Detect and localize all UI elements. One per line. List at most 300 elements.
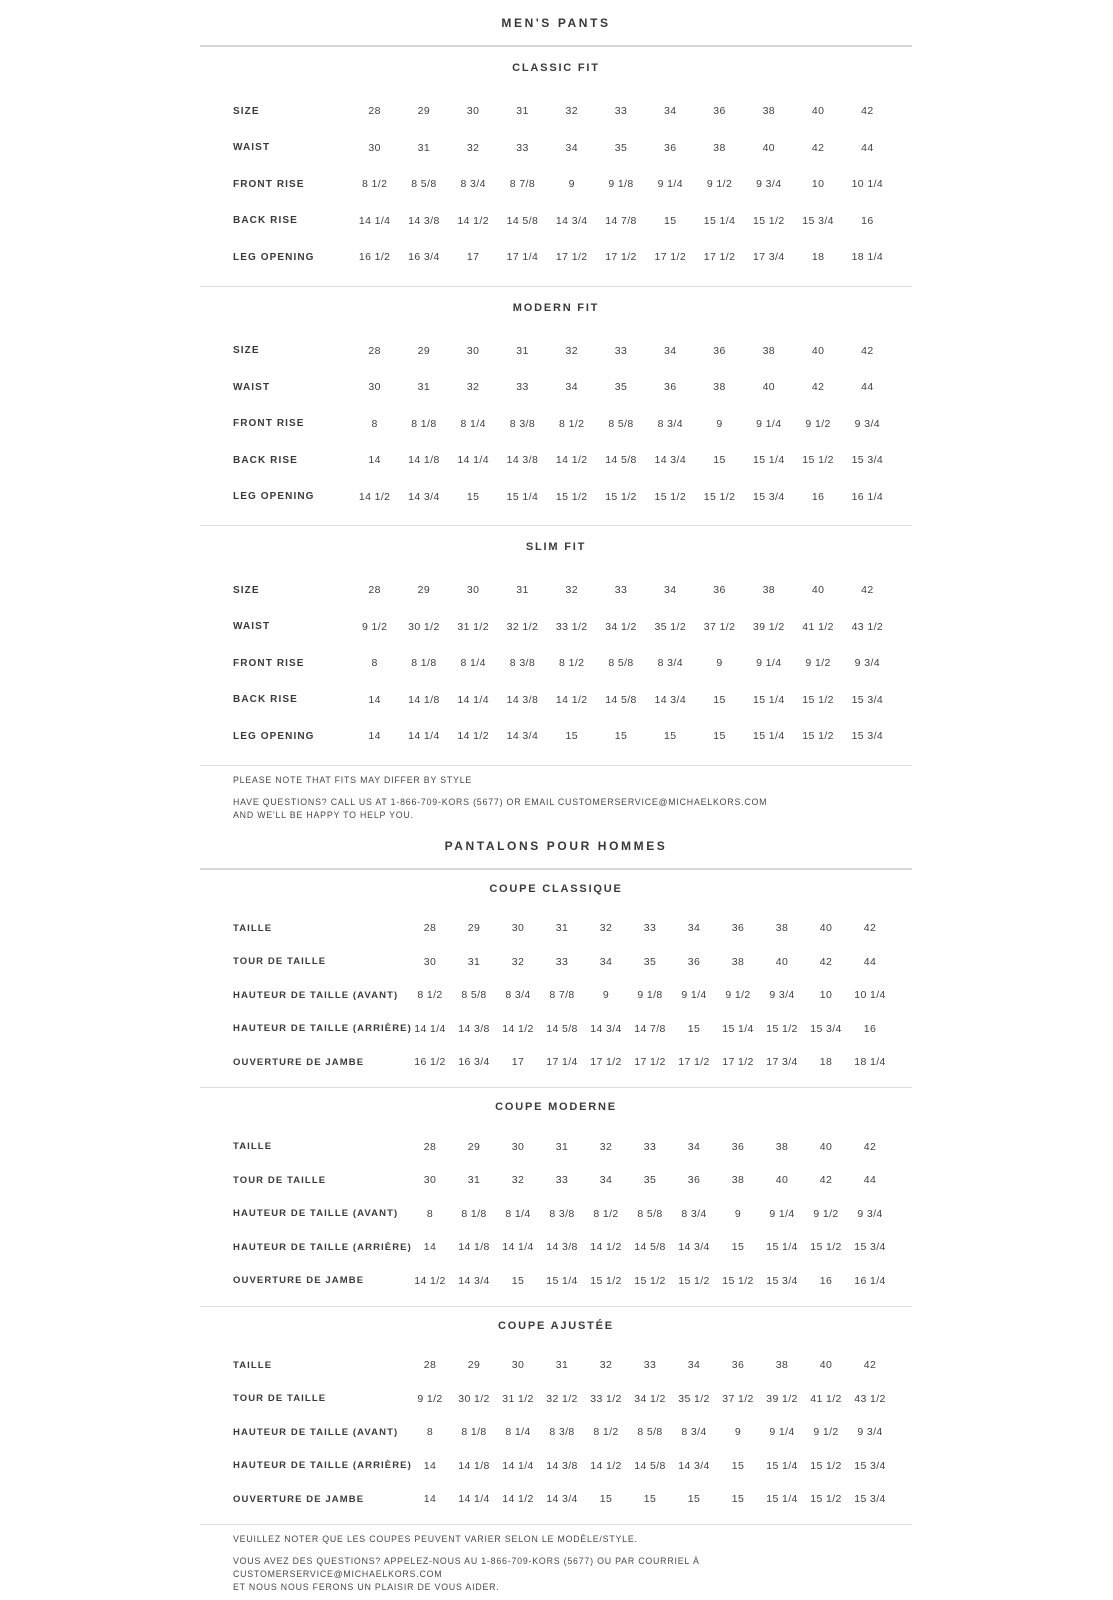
value-cell: 8 1/2: [417, 989, 443, 1002]
value-cell: 42: [863, 1140, 877, 1153]
value-cell: 30: [511, 1359, 525, 1372]
value-cell: 15: [664, 730, 677, 743]
row-label: OUVERTURE DE JAMBE: [233, 1056, 365, 1068]
value-cell: 14: [368, 730, 381, 743]
table-row: [200, 979, 912, 1013]
contact-note: [233, 796, 912, 822]
value-cell: 40: [811, 584, 825, 597]
value-cell: 14 1/4: [414, 1022, 446, 1035]
value-cell: 9 1/2: [805, 657, 831, 670]
value-cell: 14 3/4: [506, 730, 539, 743]
value-cell: 29: [467, 1140, 481, 1153]
value-cell: 32 1/2: [546, 1392, 578, 1405]
value-cell: 15: [664, 214, 677, 227]
table-row: [200, 1012, 912, 1046]
value-cell: 31: [516, 344, 529, 357]
value-cell: 34: [687, 922, 701, 935]
value-cell: 35: [643, 955, 657, 968]
value-cell: 14 3/4: [546, 1493, 578, 1506]
value-cell: 8 1/8: [411, 657, 437, 670]
value-cell: 14: [423, 1459, 437, 1472]
value-cell: 15: [614, 730, 628, 743]
value-cell: 14 1/8: [408, 693, 440, 706]
row-label: WAIST: [233, 381, 271, 393]
value-cell: 17 1/4: [506, 251, 539, 264]
value-cell: 8 3/8: [509, 417, 536, 430]
value-cell: 32 1/2: [506, 620, 539, 633]
value-cell: 9: [716, 657, 723, 670]
row-label: WAIST: [233, 621, 271, 633]
value-cell: 15: [466, 490, 480, 503]
value-cell: 15 1/2: [590, 1274, 622, 1287]
value-cell: 35 1/2: [678, 1392, 710, 1405]
value-cell: 16 1/2: [414, 1056, 446, 1069]
row-label: HAUTEUR DE TAILLE (AVANT): [233, 1426, 399, 1438]
value-cell: 8 1/2: [593, 1207, 619, 1220]
value-cell: 38: [713, 381, 726, 394]
value-cell: 9 1/8: [637, 989, 663, 1002]
value-cell: 16 1/2: [358, 251, 391, 264]
value-cell: 40: [819, 1140, 833, 1153]
value-cell: 15 1/4: [703, 214, 736, 227]
page-title: MEN'S PANTS: [501, 16, 611, 30]
value-cell: 30: [423, 955, 437, 968]
value-cell: 14 1/2: [555, 693, 588, 706]
value-cell: 9: [602, 989, 610, 1002]
value-cell: 15 1/4: [753, 454, 785, 467]
value-cell: 10: [819, 989, 833, 1002]
row-label: WAIST: [233, 142, 271, 154]
value-cell: 15 1/4: [766, 1459, 798, 1472]
value-cell: 15 3/4: [854, 1459, 886, 1472]
value-cell: 14 3/4: [458, 1274, 490, 1287]
value-cell: 9 1/4: [769, 1426, 795, 1439]
value-cell: 15 3/4: [810, 1022, 842, 1035]
value-cell: 34: [599, 1174, 613, 1187]
value-cell: 42: [861, 105, 874, 118]
value-cell: 16: [811, 490, 825, 503]
row-label: LEG OPENING: [233, 251, 315, 263]
value-cell: 16 1/4: [854, 1274, 886, 1287]
value-cell: 29: [417, 584, 431, 597]
value-cell: 14 5/8: [605, 454, 637, 467]
value-cell: 35: [643, 1174, 657, 1187]
row-label: BACK RISE: [233, 694, 298, 706]
value-cell: 14 3/8: [546, 1241, 578, 1254]
size-table-coupe-ajustee: [200, 1307, 912, 1525]
value-cell: 15 1/4: [753, 693, 785, 706]
value-cell: 14 1/2: [502, 1493, 534, 1506]
value-cell: 44: [861, 141, 874, 154]
value-cell: 14 3/8: [408, 214, 440, 227]
value-cell: 30: [423, 1174, 437, 1187]
value-cell: 10 1/4: [854, 989, 886, 1002]
section-heading: MODERN FIT: [512, 301, 600, 314]
value-cell: 15 1/2: [753, 214, 785, 227]
value-cell: 17: [511, 1056, 525, 1069]
value-cell: 8 3/8: [509, 657, 536, 670]
row-label: LEG OPENING: [233, 730, 315, 742]
value-cell: 32: [511, 1174, 525, 1187]
value-cell: 15: [731, 1459, 745, 1472]
value-cell: 14: [423, 1493, 437, 1506]
value-cell: 14 1/2: [502, 1022, 534, 1035]
value-cell: 42: [819, 1174, 833, 1187]
value-cell: 44: [863, 1174, 877, 1187]
value-cell: 10: [811, 178, 825, 191]
row-label: TOUR DE TAILLE: [233, 1393, 327, 1405]
value-cell: 14 1/4: [502, 1459, 534, 1472]
value-cell: 44: [863, 955, 877, 968]
value-cell: 14 1/2: [358, 490, 391, 503]
value-cell: 42: [811, 141, 825, 154]
table-row: [200, 1264, 912, 1298]
value-cell: 9 1/4: [681, 989, 707, 1002]
value-cell: 15: [687, 1493, 701, 1506]
value-cell: 8 5/8: [608, 657, 634, 670]
row-label: HAUTEUR DE TAILLE (ARRIÈRE): [233, 1241, 412, 1253]
value-cell: 42: [863, 922, 877, 935]
section-heading: COUPE AJUSTÉE: [498, 1319, 614, 1332]
value-cell: 8 3/4: [681, 1207, 707, 1220]
value-cell: 15: [687, 1022, 701, 1035]
value-cell: 35 1/2: [654, 620, 687, 633]
size-table-coupe-moderne: [200, 1088, 912, 1306]
table-row: [200, 406, 912, 443]
value-cell: 8 3/8: [549, 1207, 575, 1220]
value-cell: 42: [861, 584, 874, 597]
value-cell: 38: [762, 105, 776, 118]
value-cell: 17 1/2: [703, 251, 736, 264]
value-cell: 9 1/2: [417, 1392, 443, 1405]
value-cell: 31 1/2: [502, 1392, 534, 1405]
value-cell: 14 3/4: [654, 693, 687, 706]
value-cell: 31: [417, 381, 431, 394]
row-label: SIZE: [233, 105, 260, 117]
value-cell: 17 1/2: [722, 1056, 754, 1069]
table-row: [200, 130, 912, 167]
value-cell: 34: [687, 1140, 701, 1153]
value-cell: 34 1/2: [634, 1392, 666, 1405]
value-cell: 39 1/2: [766, 1392, 798, 1405]
value-cell: 36: [687, 1174, 701, 1187]
value-cell: 9: [568, 178, 575, 191]
value-cell: 8: [371, 417, 378, 430]
table-row: [200, 1164, 912, 1198]
table-row: [200, 1483, 912, 1517]
value-cell: 14 1/4: [408, 730, 440, 743]
contact-note-line1: HAVE QUESTIONS? CALL US AT 1-866-709-KORS (5677) OR EMAIL CUSTOMERSERVICE@MICHAELKORS.COM: [233, 796, 768, 807]
row-label: HAUTEUR DE TAILLE (AVANT): [233, 989, 399, 1001]
table-row: [200, 479, 912, 516]
value-cell: 36: [664, 141, 677, 154]
table-row: [200, 645, 912, 682]
value-cell: 8 1/4: [460, 417, 486, 430]
value-cell: 33: [643, 922, 657, 935]
value-cell: 9 1/2: [813, 1426, 839, 1439]
value-cell: 9 1/4: [756, 417, 782, 430]
value-cell: 15 1/2: [802, 454, 834, 467]
value-cell: 15 1/4: [766, 1493, 798, 1506]
value-cell: 43 1/2: [851, 620, 884, 633]
value-cell: 14 1/4: [457, 454, 489, 467]
contact-note-fr-line1: VOUS AVEZ DES QUESTIONS? APPELEZ-NOUS AU 1-866-709-KORS (5677) OU PAR COURRIEL À CUSTOMERSERVICE@MICHAELKORS.COM: [233, 1556, 700, 1579]
value-cell: 31: [516, 584, 529, 597]
value-cell: 14 1/8: [458, 1459, 490, 1472]
value-cell: 41 1/2: [810, 1392, 842, 1405]
value-cell: 40: [762, 141, 776, 154]
value-cell: 42: [861, 344, 874, 357]
value-cell: 14: [368, 454, 381, 467]
value-cell: 30: [368, 141, 381, 154]
row-label: TOUR DE TAILLE: [233, 956, 327, 968]
value-cell: 32: [599, 1359, 613, 1372]
value-cell: 37 1/2: [722, 1392, 754, 1405]
value-cell: 15 1/2: [605, 490, 637, 503]
value-cell: 15 1/2: [654, 490, 687, 503]
value-cell: 15 1/4: [722, 1022, 754, 1035]
value-cell: 34: [664, 584, 677, 597]
value-cell: 14 1/2: [590, 1241, 622, 1254]
value-cell: 38: [713, 141, 726, 154]
value-cell: 28: [423, 1140, 437, 1153]
table-row: [200, 1416, 912, 1450]
value-cell: 29: [467, 922, 481, 935]
value-cell: 33: [614, 344, 628, 357]
value-cell: 8 3/4: [460, 178, 486, 191]
value-cell: 9 3/4: [854, 657, 881, 670]
value-cell: 16: [863, 1022, 877, 1035]
size-table-classic-fit: [200, 47, 912, 286]
value-cell: 30: [511, 922, 525, 935]
value-cell: 32: [565, 105, 578, 118]
value-cell: 15: [731, 1493, 745, 1506]
section-heading: COUPE CLASSIQUE: [489, 882, 623, 895]
value-cell: 32: [565, 584, 578, 597]
value-cell: 42: [819, 955, 833, 968]
value-cell: 36: [713, 344, 726, 357]
value-cell: 32: [511, 955, 525, 968]
value-cell: 8: [426, 1426, 434, 1439]
value-cell: 33: [516, 141, 529, 154]
value-cell: 30: [368, 381, 381, 394]
table-row: [200, 1382, 912, 1416]
row-label: TAILLE: [233, 1359, 273, 1371]
value-cell: 31: [555, 1359, 569, 1372]
value-cell: 14 3/8: [546, 1459, 578, 1472]
value-cell: 8 5/8: [461, 989, 487, 1002]
section-heading: COUPE MODERNE: [495, 1101, 617, 1113]
value-cell: 17 1/2: [590, 1056, 622, 1069]
section-heading: CLASSIC FIT: [512, 62, 600, 74]
value-cell: 8 3/4: [681, 1426, 707, 1439]
value-cell: 16 3/4: [408, 251, 440, 264]
value-cell: 31: [555, 1140, 569, 1153]
value-cell: 14 5/8: [605, 693, 637, 706]
row-label: HAUTEUR DE TAILLE (ARRIÈRE): [233, 1460, 412, 1472]
value-cell: 14 3/4: [555, 214, 588, 227]
value-cell: 15: [713, 730, 726, 743]
value-cell: 30: [466, 105, 480, 118]
value-cell: 33: [516, 381, 529, 394]
value-cell: 17 1/2: [654, 251, 687, 264]
value-cell: 9: [734, 1207, 742, 1220]
value-cell: 15 1/2: [802, 730, 834, 743]
value-cell: 9 1/4: [769, 1207, 795, 1220]
row-label: HAUTEUR DE TAILLE (ARRIÈRE): [233, 1023, 412, 1035]
value-cell: 14 1/2: [457, 214, 489, 227]
size-table-slim-fit: [200, 526, 912, 765]
value-cell: 8 5/8: [608, 417, 634, 430]
value-cell: 15: [565, 730, 578, 743]
value-cell: 15 3/4: [854, 1241, 886, 1254]
value-cell: 17 1/4: [546, 1056, 578, 1069]
value-cell: 32: [466, 141, 480, 154]
value-cell: 15: [599, 1493, 613, 1506]
value-cell: 14 5/8: [546, 1022, 578, 1035]
value-cell: 8: [371, 657, 378, 670]
value-cell: 33: [643, 1140, 657, 1153]
value-cell: 8 3/4: [657, 657, 683, 670]
value-cell: 32: [466, 381, 480, 394]
value-cell: 15 1/2: [810, 1493, 842, 1506]
value-cell: 9 1/8: [608, 178, 634, 191]
value-cell: 14 1/4: [502, 1241, 534, 1254]
value-cell: 28: [368, 584, 381, 597]
value-cell: 9 3/4: [756, 178, 782, 191]
value-cell: 15 3/4: [766, 1274, 798, 1287]
value-cell: 8 1/4: [505, 1207, 531, 1220]
value-cell: 31: [467, 955, 481, 968]
value-cell: 31 1/2: [457, 620, 489, 633]
value-cell: 28: [368, 344, 381, 357]
table-row: [200, 442, 912, 479]
value-cell: 17 1/2: [678, 1056, 710, 1069]
table-row: [200, 682, 912, 719]
value-cell: 14 3/8: [458, 1022, 490, 1035]
value-cell: 15 3/4: [851, 454, 884, 467]
value-cell: 17 3/4: [753, 251, 785, 264]
value-cell: 28: [423, 922, 437, 935]
value-cell: 32: [599, 922, 613, 935]
fit-disclaimer-note: PLEASE NOTE THAT FITS MAY DIFFER BY STYLE: [233, 774, 473, 785]
value-cell: 16 3/4: [458, 1056, 490, 1069]
value-cell: 40: [762, 381, 776, 394]
table-row: [200, 718, 912, 755]
value-cell: 14 1/2: [457, 730, 489, 743]
section-heading: SLIM FIT: [525, 541, 587, 553]
row-label: TAILLE: [233, 1141, 273, 1153]
value-cell: 30: [466, 584, 480, 597]
french-notes: [200, 1525, 912, 1594]
value-cell: 14 3/4: [678, 1241, 710, 1254]
value-cell: 14 1/2: [555, 454, 588, 467]
value-cell: 14 3/4: [678, 1459, 710, 1472]
value-cell: 16: [861, 214, 874, 227]
value-cell: 40: [819, 922, 833, 935]
value-cell: 39 1/2: [753, 620, 785, 633]
value-cell: 42: [811, 381, 825, 394]
value-cell: 16 1/4: [851, 490, 884, 503]
value-cell: 34: [565, 141, 578, 154]
value-cell: 15 1/2: [722, 1274, 754, 1287]
row-label: SIZE: [233, 345, 260, 357]
value-cell: 40: [819, 1359, 833, 1372]
value-cell: 33: [614, 584, 628, 597]
value-cell: 14 5/8: [634, 1459, 666, 1472]
value-cell: 38: [762, 584, 776, 597]
value-cell: 14 1/2: [414, 1274, 446, 1287]
value-cell: 43 1/2: [854, 1392, 886, 1405]
table-row: [200, 1349, 912, 1383]
value-cell: 36: [687, 955, 701, 968]
value-cell: 15 3/4: [753, 490, 785, 503]
value-cell: 8 7/8: [549, 989, 575, 1002]
value-cell: 40: [811, 344, 825, 357]
value-cell: 9 1/2: [813, 1207, 839, 1220]
value-cell: 14 5/8: [506, 214, 539, 227]
value-cell: 38: [762, 344, 776, 357]
value-cell: 15: [731, 1241, 745, 1254]
value-cell: 36: [713, 584, 726, 597]
value-cell: 34: [565, 381, 578, 394]
value-cell: 15 3/4: [854, 1493, 886, 1506]
value-cell: 38: [775, 1359, 789, 1372]
value-cell: 35: [614, 141, 628, 154]
value-cell: 15: [713, 693, 726, 706]
value-cell: 38: [775, 922, 789, 935]
value-cell: 15 1/2: [810, 1241, 842, 1254]
value-cell: 40: [811, 105, 825, 118]
row-label: LEG OPENING: [233, 491, 315, 503]
value-cell: 14 1/4: [358, 214, 391, 227]
table-row: [200, 572, 912, 609]
row-label: OUVERTURE DE JAMBE: [233, 1275, 365, 1287]
value-cell: 8 7/8: [509, 178, 536, 191]
value-cell: 14 3/4: [590, 1022, 622, 1035]
value-cell: 15 1/2: [678, 1274, 710, 1287]
value-cell: 31: [516, 105, 529, 118]
value-cell: 36: [713, 105, 726, 118]
row-label: FRONT RISE: [233, 178, 305, 190]
value-cell: 15 3/4: [851, 730, 884, 743]
value-cell: 32: [599, 1140, 613, 1153]
value-cell: 36: [664, 381, 677, 394]
value-cell: 30: [511, 1140, 525, 1153]
value-cell: 18 1/4: [854, 1056, 886, 1069]
value-cell: 8 5/8: [637, 1207, 663, 1220]
fit-disclaimer-note-fr: VEUILLEZ NOTER QUE LES COUPES PEUVENT VARIER SELON LE MODÈLE/STYLE.: [233, 1534, 638, 1544]
value-cell: 15 1/4: [766, 1241, 798, 1254]
value-cell: 15 3/4: [851, 693, 884, 706]
value-cell: 15 1/4: [753, 730, 785, 743]
value-cell: 16: [819, 1274, 833, 1287]
value-cell: 35: [614, 381, 628, 394]
value-cell: 17 1/2: [634, 1056, 666, 1069]
value-cell: 9 1/4: [657, 178, 683, 191]
value-cell: 33 1/2: [555, 620, 588, 633]
value-cell: 8 1/2: [559, 657, 585, 670]
value-cell: 40: [775, 1174, 789, 1187]
value-cell: 18 1/4: [851, 251, 884, 264]
value-cell: 14 3/8: [506, 693, 539, 706]
value-cell: 8 1/8: [461, 1426, 487, 1439]
value-cell: 34 1/2: [605, 620, 637, 633]
value-cell: 14 1/8: [408, 454, 440, 467]
value-cell: 38: [775, 1140, 789, 1153]
value-cell: 9 1/2: [706, 178, 733, 191]
value-cell: 40: [775, 955, 789, 968]
